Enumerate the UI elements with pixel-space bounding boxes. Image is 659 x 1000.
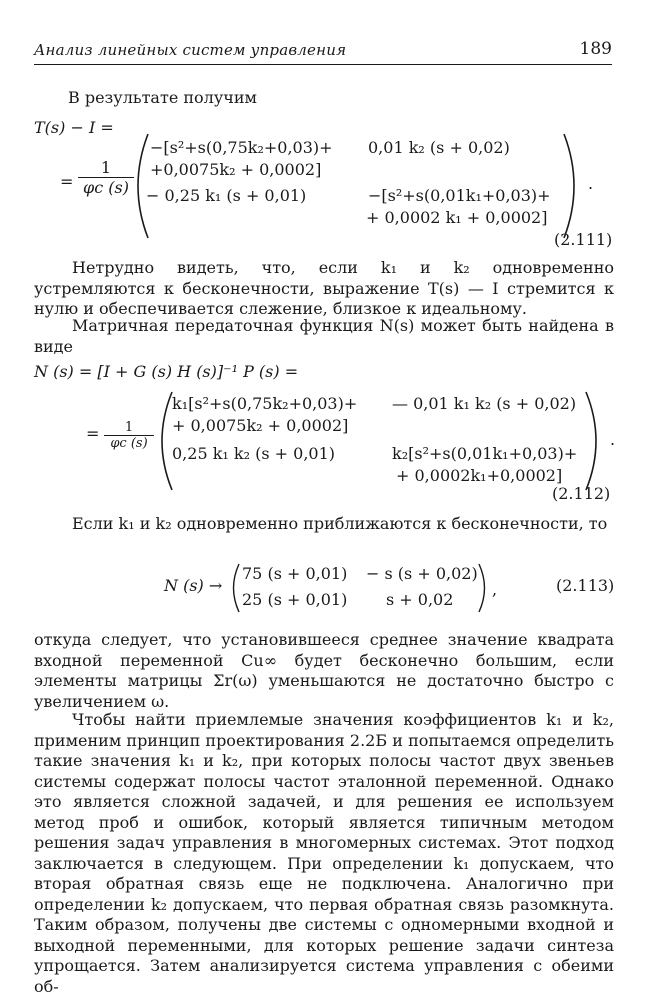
- eq2113-m11: 75 (s + 0,01): [242, 564, 348, 583]
- eq2112-m11-line2: + 0,0075k₂ + 0,0002]: [172, 416, 349, 435]
- eq2112-number: (2.112): [552, 484, 611, 503]
- eq2111-frac-den: φc (s): [83, 178, 129, 197]
- eq2113-number: (2.113): [556, 576, 615, 595]
- eq2112-trail: .: [610, 430, 616, 449]
- eq2111-frac-num: 1: [78, 158, 134, 178]
- eq2111-m11-line1: −[s²+s(0,75k₂+0,03)+: [150, 138, 333, 157]
- paragraph-3: Если k₁ и k₂ одновременно приближаются к бесконечности, то: [72, 514, 608, 533]
- eq2112-m11-line1: k₁[s²+s(0,75k₂+0,03)+: [172, 394, 358, 413]
- eq2112-right-paren: [582, 390, 608, 492]
- paragraph-4: откуда следует, что установившееся среднее значение квадрата входной переменной Cu∞ будет бесконечно большим, если элементы матрицы Σr(ω) уменьшаются не достаточно быстро с увеличением ω.: [34, 630, 614, 711]
- eq2112-frac-num: 1: [104, 420, 154, 436]
- intro-line: В результате получим: [68, 88, 257, 107]
- eq2111-m22-line1: −[s²+s(0,01k₁+0,03)+: [368, 186, 551, 205]
- eq2112-eq-sign: =: [86, 424, 100, 443]
- eq2113-m21: 25 (s + 0,01): [242, 590, 348, 609]
- paragraph-5: Чтобы найти приемлемые значения коэффициентов k₁ и k₂, применим принцип проектирования 2.2Б и попытаемся определить такие значения k₁ и k₂, при которых полосы частот двух звеньев системы содержат полосы частот эталонной переменной. Однако это является сложной задачей, и для решения ее используем метод проб и ошибок, который является типичным методом решения задач управления в многомерных системах. Этот подход заключается в следующем. При определении k₁ допускаем, что вторая обратная связь еще не подключена. Аналогично при определении k₂ допускаем, что первая обратная связь разомкнута. Таким образом, получены две системы с одномерными входной и выходной переменными, для которых решение задачи синтеза упрощается. Затем анализируется система управления с обеими об-: [34, 710, 614, 996]
- eq2113-lhs: N (s) →: [164, 576, 223, 595]
- eq2113-right-paren: [476, 562, 492, 614]
- eq2112-lhs: N (s) = [I + G (s) H (s)]⁻¹ P (s) =: [34, 362, 299, 381]
- eq2111-m12: 0,01 k₂ (s + 0,02): [368, 138, 510, 157]
- eq2112-fraction: [104, 420, 154, 451]
- eq2111-m11-line2: +0,0075k₂ + 0,0002]: [150, 160, 322, 179]
- eq2111-eq-sign: =: [60, 172, 74, 191]
- running-header: [34, 38, 612, 65]
- eq2111-right-paren: [560, 132, 586, 240]
- eq2112-m22-line2: + 0,0002k₁+0,0002]: [396, 466, 563, 485]
- eq2112-frac-den: φc (s): [110, 436, 148, 451]
- eq2111-number: (2.111): [554, 230, 613, 249]
- eq2111-trail: .: [588, 174, 594, 193]
- eq2112-m21: 0,25 k₁ k₂ (s + 0,01): [172, 444, 335, 463]
- paragraph-1: Нетрудно видеть, что, если k₁ и k₂ одновременно устремляются к бесконечности, выражение T(s) — I стремится к нулю и обеспечивается слежение, близкое к идеальному.: [34, 258, 614, 318]
- eq2113-trail: ,: [492, 580, 498, 599]
- eq2111-m21: − 0,25 k₁ (s + 0,01): [146, 186, 307, 205]
- eq2112-m12: — 0,01 k₁ k₂ (s + 0,02): [392, 394, 577, 413]
- header-title: Анализ линейных систем управления: [34, 41, 347, 59]
- eq2111-lhs: T(s) − I =: [34, 118, 114, 137]
- eq2112-m22-line1: k₂[s²+s(0,01k₁+0,03)+: [392, 444, 578, 463]
- eq2113-left-paren: [226, 562, 242, 614]
- paragraph-2: Матричная передаточная функция N(s) может быть найдена в виде: [34, 316, 614, 356]
- eq2111-m22-line2: + 0,0002 k₁ + 0,0002]: [366, 208, 548, 227]
- eq2113-m22: s + 0,02: [386, 590, 454, 609]
- eq2113-m12: − s (s + 0,02): [366, 564, 478, 583]
- page-number: 189: [579, 39, 612, 59]
